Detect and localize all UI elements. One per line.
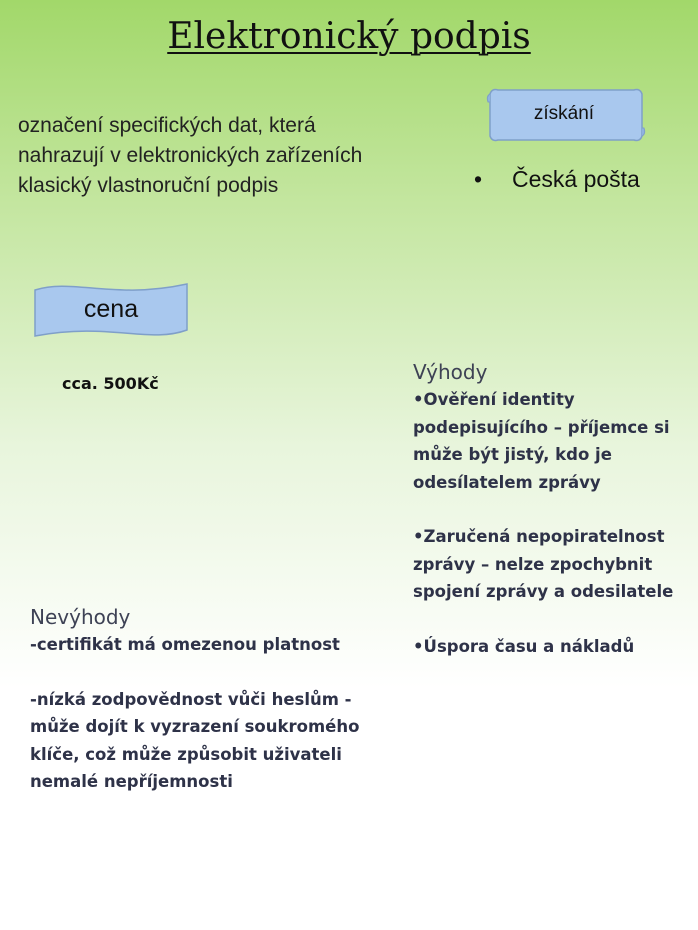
definition-text: označení specifických dat, která nahrazují v elektronických zařízeních klasický vlastnoruční podpis: [18, 114, 363, 197]
cena-label: cena: [83, 295, 139, 323]
ceska-posta-text: Česká pošta: [512, 166, 640, 192]
list-item: [474, 166, 640, 193]
vyhody-item: •Ověření identity podepisujícího – příjemce si může být jistý, kdo je odesílatelem zprávy: [413, 390, 670, 492]
vyhody-section: [413, 360, 697, 687]
ziskani-banner: [482, 86, 646, 144]
vyhody-item: •Úspora času a nákladů: [413, 636, 635, 656]
nevyhody-heading: Nevýhody: [30, 605, 131, 629]
nevyhody-section: [30, 605, 390, 823]
nevyhody-item: -nízká zodpovědnost vůči heslům - může dojít k vyzrazení soukromého klíče, což může způsobit uživateli nemalé nepříjemnosti: [30, 689, 360, 791]
nevyhody-item: -certifikát má omezenou platnost: [30, 635, 340, 654]
vyhody-heading: Výhody: [413, 360, 488, 384]
vyhody-item: •Zaručená nepopiratelnost zprávy – nelze zpochybnit spojení zprávy a odesilatele: [413, 527, 674, 601]
cena-banner: [33, 280, 189, 340]
price-value: cca. 500Kč: [62, 374, 159, 393]
bullet-icon: •: [474, 166, 483, 192]
page-title: Elektronický podpis: [167, 16, 531, 57]
ziskani-label: získání: [533, 103, 595, 124]
